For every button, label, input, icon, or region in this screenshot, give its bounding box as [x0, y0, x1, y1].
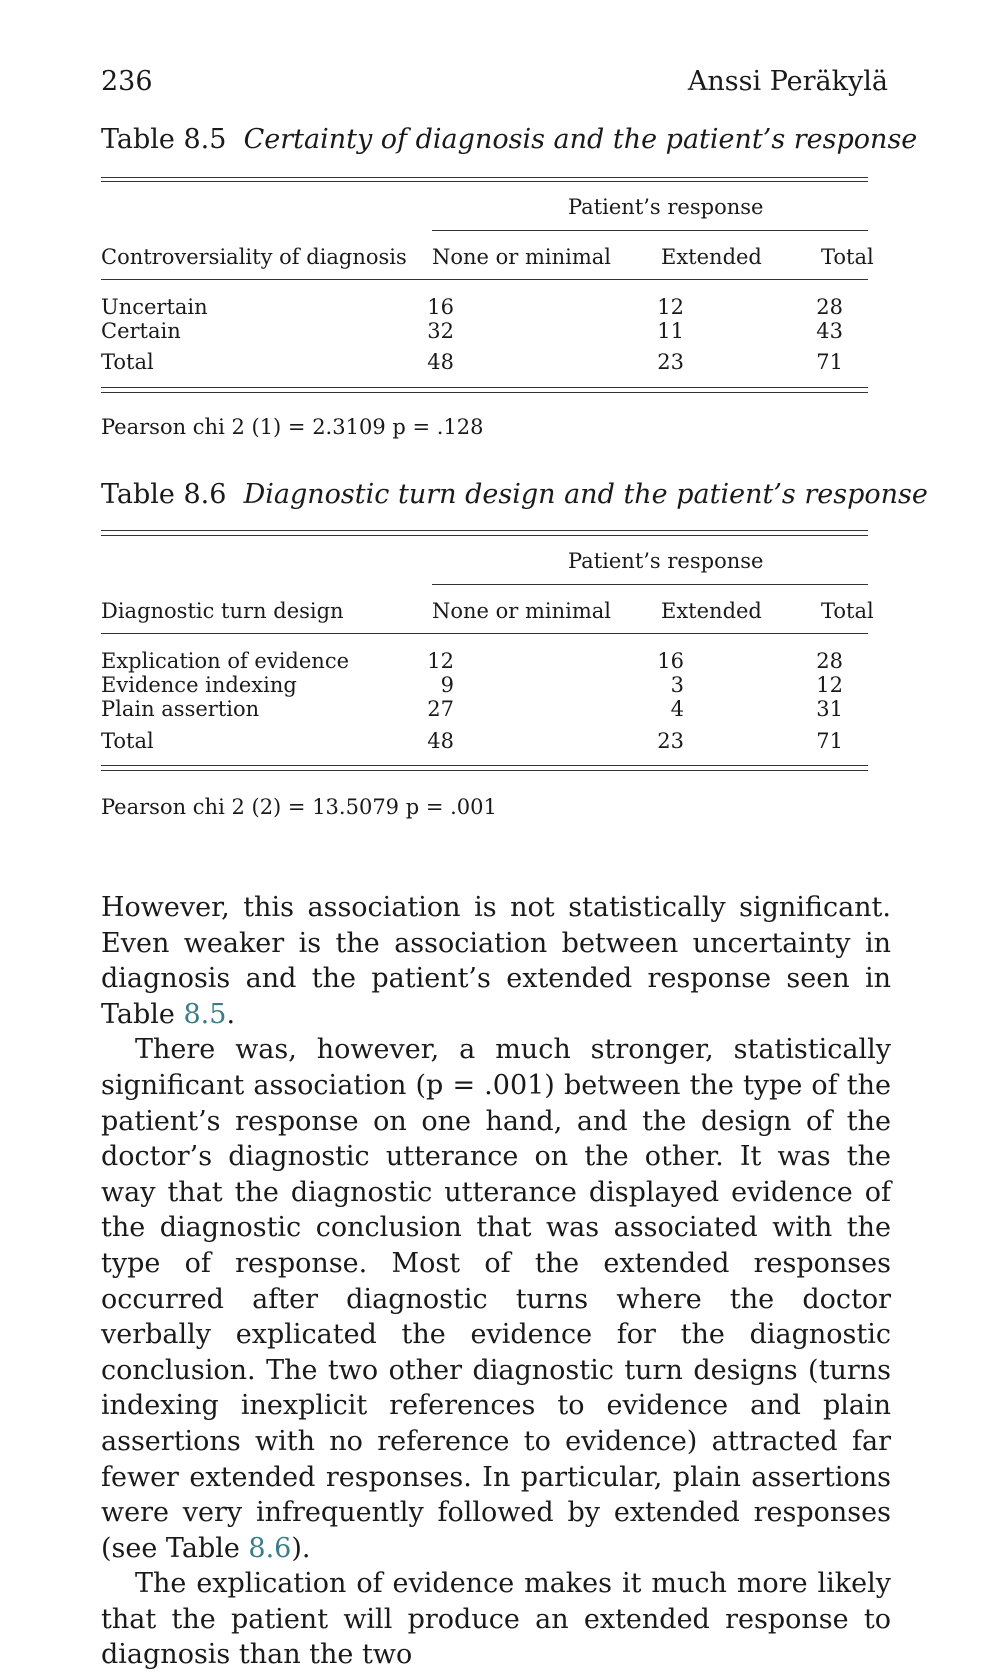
table-8-6-header-rule	[101, 633, 868, 634]
table-cell: 43	[816, 319, 843, 343]
table-cell: 71	[816, 729, 843, 753]
table-cell: 28	[816, 295, 843, 319]
table-row-label: Certain	[101, 319, 181, 343]
paragraph-text: .	[226, 998, 236, 1030]
table-8-6-bottom-rule-2	[101, 770, 868, 771]
table-8-6-top-rule	[101, 530, 868, 531]
table-cell: 71	[816, 350, 843, 374]
table-8-5-note: Pearson chi 2 (1) = 2.3109 p = .128	[101, 415, 484, 439]
table-cell: 27	[427, 697, 454, 721]
table-cell: 4	[670, 697, 684, 721]
table-cell: 48	[427, 350, 454, 374]
table-8-5-title: Certainty of diagnosis and the patient’s response	[243, 124, 918, 155]
page-number: 236	[101, 66, 153, 97]
table-cell: 31	[816, 697, 843, 721]
table-8-6-title: Diagnostic turn design and the patient’s response	[243, 479, 928, 510]
table-8-6-bottom-rule	[101, 765, 868, 766]
table-8-6-group-rule	[432, 584, 868, 585]
table-cell: 23	[657, 350, 684, 374]
table-row-label: Evidence indexing	[101, 673, 297, 697]
table-cell: 23	[657, 729, 684, 753]
table-8-6-top-rule-2	[101, 535, 868, 536]
table-8-6-col-header: Diagnostic turn design	[101, 599, 344, 623]
table-cell: 12	[657, 295, 684, 319]
table-8-5-group-header: Patient’s response	[568, 195, 764, 219]
table-cell: 48	[427, 729, 454, 753]
table-cell: 16	[657, 649, 684, 673]
table-row-label: Uncertain	[101, 295, 208, 319]
paragraph-text: ).	[291, 1532, 311, 1564]
paragraph-text: However, this association is not statistically significant. Even weaker is the association between uncertainty in diagnosis and the patient’s extended response seen in Table	[101, 892, 891, 1030]
table-cell: 9	[440, 673, 454, 697]
table-8-5-col-header: Extended	[661, 245, 762, 269]
table-8-6-col-header: Extended	[661, 599, 762, 623]
table-8-5-top-rule-2	[101, 181, 868, 182]
running-header-author: Anssi Peräkylä	[687, 66, 888, 97]
table-cell: 3	[670, 673, 684, 697]
table-8-5-group-rule	[432, 230, 868, 231]
table-row-label: Explication of evidence	[101, 649, 350, 673]
table-total-label: Total	[101, 729, 154, 753]
table-8-5-label: Table 8.5	[101, 124, 227, 155]
body-text	[101, 890, 891, 1673]
table-8-5-bottom-rule-2	[101, 392, 868, 393]
table-8-5-caption	[101, 124, 917, 155]
table-8-6-caption	[101, 479, 928, 510]
paragraph: The explication of evidence makes it much more likely that the patient will produce an extended response to diagnosis than the two	[101, 1568, 891, 1671]
table-8-5-col-header: None or minimal	[432, 245, 612, 269]
table-8-5-top-rule	[101, 177, 868, 178]
table-cell: 28	[816, 649, 843, 673]
table-cell: 11	[657, 319, 684, 343]
table-8-6-col-header: None or minimal	[432, 599, 612, 623]
table-reference-link[interactable]: 8.6	[248, 1532, 292, 1564]
table-8-6-group-header: Patient’s response	[568, 549, 764, 573]
table-8-5-bottom-rule	[101, 387, 868, 388]
table-reference-link[interactable]: 8.5	[183, 998, 227, 1030]
table-8-5-col-header: Total	[821, 245, 874, 269]
paragraph	[101, 890, 891, 1032]
table-cell: 12	[816, 673, 843, 697]
table-8-6-note: Pearson chi 2 (2) = 13.5079 p = .001	[101, 795, 497, 819]
table-cell: 12	[427, 649, 454, 673]
table-row-label: Plain assertion	[101, 697, 260, 721]
table-8-6-col-header: Total	[821, 599, 874, 623]
table-8-6-label: Table 8.6	[101, 479, 227, 510]
table-8-5-header-rule	[101, 279, 868, 280]
table-total-label: Total	[101, 350, 154, 374]
table-8-5-col-header: Controversiality of diagnosis	[101, 245, 407, 269]
paragraph-text: There was, however, a much stronger, statistically significant association (p = .001) between the type of the patient’s response on one hand, and the design of the doctor’s diagnostic utterance on the other. It was the way that the diagnostic utterance displayed evidence of the diagnostic conclusion that was associated with the type of response. Most of the extended responses occurred after diagnostic turns where the doctor verbally explicated the evidence for the diagnostic conclusion. The two other diagnostic turn designs (turns indexing inexplicit references to evidence and plain assertions with no reference to evidence) attracted far fewer extended responses. In particular, plain assertions were very infrequently followed by extended responses (see Table	[101, 1034, 891, 1564]
table-cell: 16	[427, 295, 454, 319]
table-cell: 32	[427, 319, 454, 343]
paragraph	[101, 1032, 891, 1566]
